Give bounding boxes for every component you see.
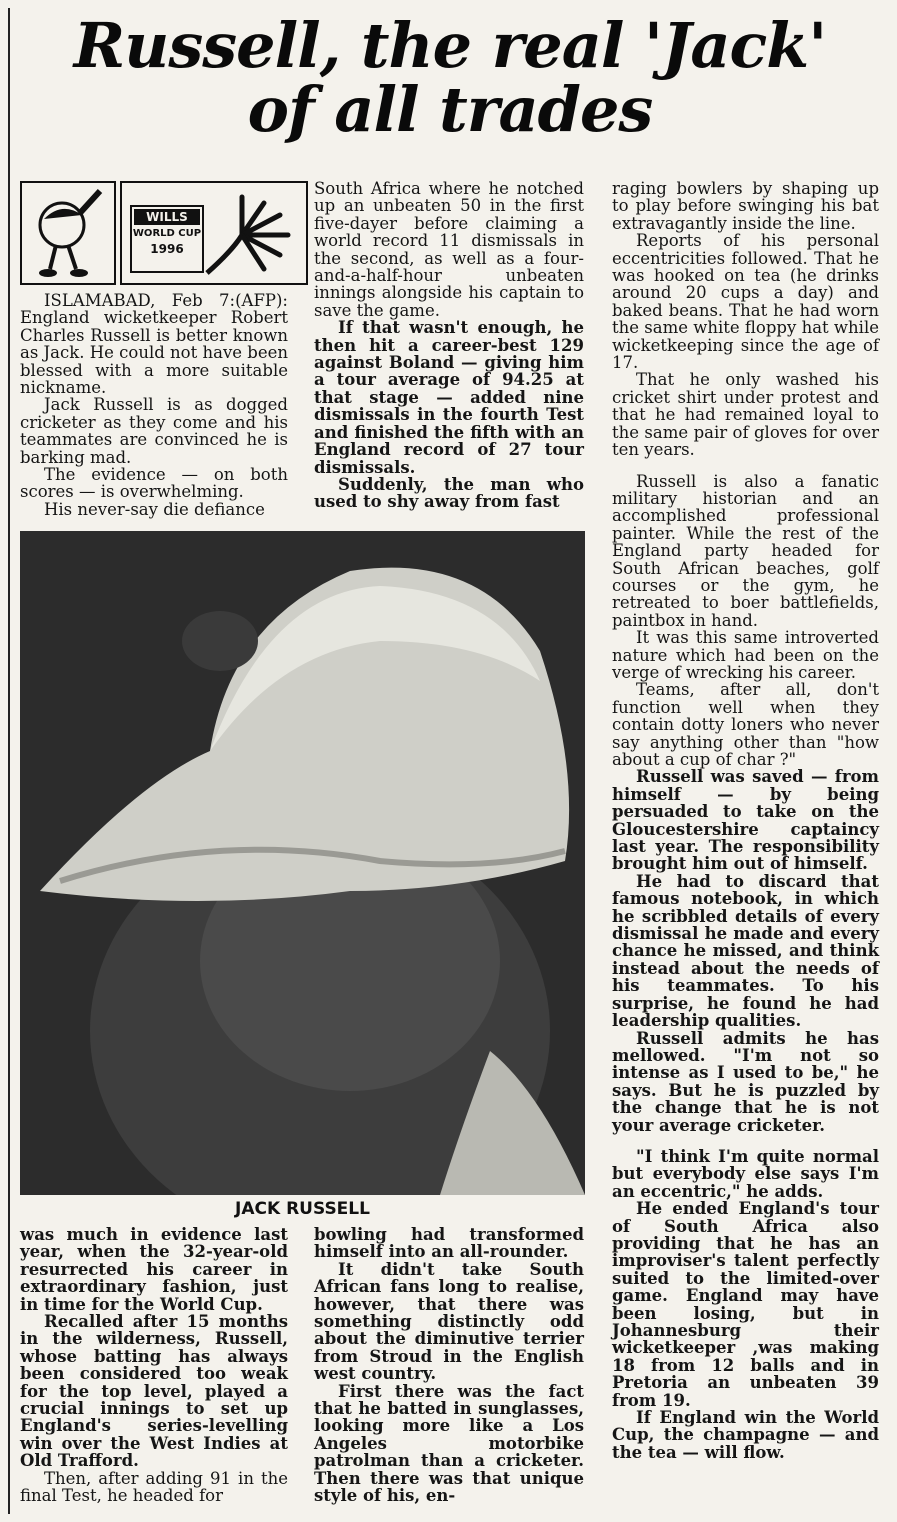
paragraph: He ended England's tour of South Africa also providing that he has an improviser's talent perfectly suited to the limited-over game. England may have been losing, but in Johannesburg their wicketkeeper ,was making 18 from 12 balls and in Pretoria an unbeaten 39 from 19. xyxy=(612,1199,879,1410)
world-cup-badge xyxy=(130,205,204,273)
world-cup-year: 1996 xyxy=(150,242,184,256)
dateline-paragraph: ISLAMABAD, Feb 7:(AFP): England wicketkeeper Robert Charles Russell is better known as Jack. He could not have been blessed with a more suitable nickname. xyxy=(20,291,288,398)
column-2-bottom xyxy=(314,1226,584,1505)
column-3 xyxy=(612,180,879,1461)
headline-line-1: Russell, the real 'Jack' xyxy=(73,9,827,82)
paragraph: If England win the World Cup, the champagne — and the tea — will flow. xyxy=(612,1408,879,1462)
paragraph: Russell was saved — from himself — by being persuaded to take on the Gloucestershire captaincy last year. The responsibility brought him out of himself. xyxy=(612,767,879,874)
world-cup-label: WORLD CUP xyxy=(132,228,202,239)
paragraph: Suddenly, the man who used to shy away from fast xyxy=(314,474,584,512)
portrait-illustration xyxy=(20,531,585,1195)
paragraph: "I think I'm quite normal but everybody else says I'm an eccentric," he adds. xyxy=(612,1146,879,1201)
batsman-mascot-icon xyxy=(22,183,114,283)
sunburst-icon xyxy=(202,191,302,279)
world-cup-logo xyxy=(120,181,308,285)
headline xyxy=(20,9,880,146)
paragraph: South Africa where he notched up an unbeaten 50 in the first five-dayer before claiming a world record 11 dismissals in the second, as well as a four-and-a-half-hour unbeaten innings alongside his captain to save the game. xyxy=(314,179,584,320)
column-2-top xyxy=(314,180,584,511)
paragraph: It didn't take South African fans long to realise, however, that there was something distinctly odd about the diminutive terrier from Stroud in the English west country. xyxy=(314,1259,584,1384)
photo-caption: JACK RUSSELL xyxy=(235,1199,370,1219)
paragraph: First there was the fact that he batted in sunglasses, looking more like a Los Angeles motorbike patrolman than a cricketer. Then there was that unique style of his, en- xyxy=(314,1381,584,1506)
paragraph: That he only washed his cricket shirt under protest and that he had remained loyal to the same pair of gloves for over ten years. xyxy=(612,370,879,460)
column-1-bottom xyxy=(20,1226,288,1505)
paragraph: Jack Russell is as dogged cricketer as they come and his teammates are convinced he is barking mad. xyxy=(20,395,288,467)
paragraph: Russell admits he has mellowed. "I'm not so intense as I used to be," he says. But he is puzzled by the change that he is not your average cricketer. xyxy=(612,1028,879,1135)
paragraph: If that wasn't enough, he then hit a career-best 129 against Boland — giving him a tour average of 94.25 at that stage — added nine dismissals in the fourth Test and finished the fifth with an England record of 27 tour dismissals. xyxy=(314,318,584,477)
paragraph: It was this same introverted nature which had been on the verge of wrecking his career. xyxy=(612,628,879,682)
jack-russell-photo xyxy=(20,531,585,1195)
paragraph: His never-say die defiance xyxy=(44,499,265,519)
headline-line-2: of all trades xyxy=(247,73,653,146)
paragraph: Teams, after all, don't function well when they contain dotty loners who never say anything other than "how about a cup of char ?" xyxy=(612,680,879,769)
paragraph: was much in evidence last year, when the 32-year-old resurrected his career in extraordinary fashion, just in time for the World Cup. xyxy=(20,1225,288,1314)
paragraph: Then, after adding 91 in the final Test, he headed for xyxy=(20,1468,288,1506)
paragraph: Reports of his personal eccentricities followed. That he was hooked on tea (he drinks around 20 cups a day) and baked beans. That he had worn the same white floppy hat while wicketkeeping since the age of 17. xyxy=(612,231,879,373)
paragraph: Recalled after 15 months in the wilderness, Russell, whose batting has always been considered too weak for the top level, played a crucial innings to set up England's series-levelling win over the West Indies at Old Trafford. xyxy=(20,1312,288,1471)
paragraph: bowling had transformed himself into an all-rounder. xyxy=(314,1225,584,1262)
paragraph: He had to discard that famous notebook, in which he scribbled details of every dismissal he made and every chance he missed, and think instead about the needs of his teammates. To his surprise, he found he had leadership qualities. xyxy=(612,871,879,1031)
paragraph: The evidence — on both scores — is overwhelming. xyxy=(20,465,288,502)
paragraph: raging bowlers by shaping up to play before swinging his bat extravagantly inside the line. xyxy=(612,179,879,233)
cartoon-logo xyxy=(20,181,116,285)
wills-label: WILLS xyxy=(134,209,200,225)
column-1-top xyxy=(20,292,288,518)
paragraph: Russell is also a fanatic military historian and an accomplished professional painter. While the rest of the England party headed for South African beaches, golf courses or the gym, he retreated to boer battlefields, paintbox in hand. xyxy=(612,471,879,630)
